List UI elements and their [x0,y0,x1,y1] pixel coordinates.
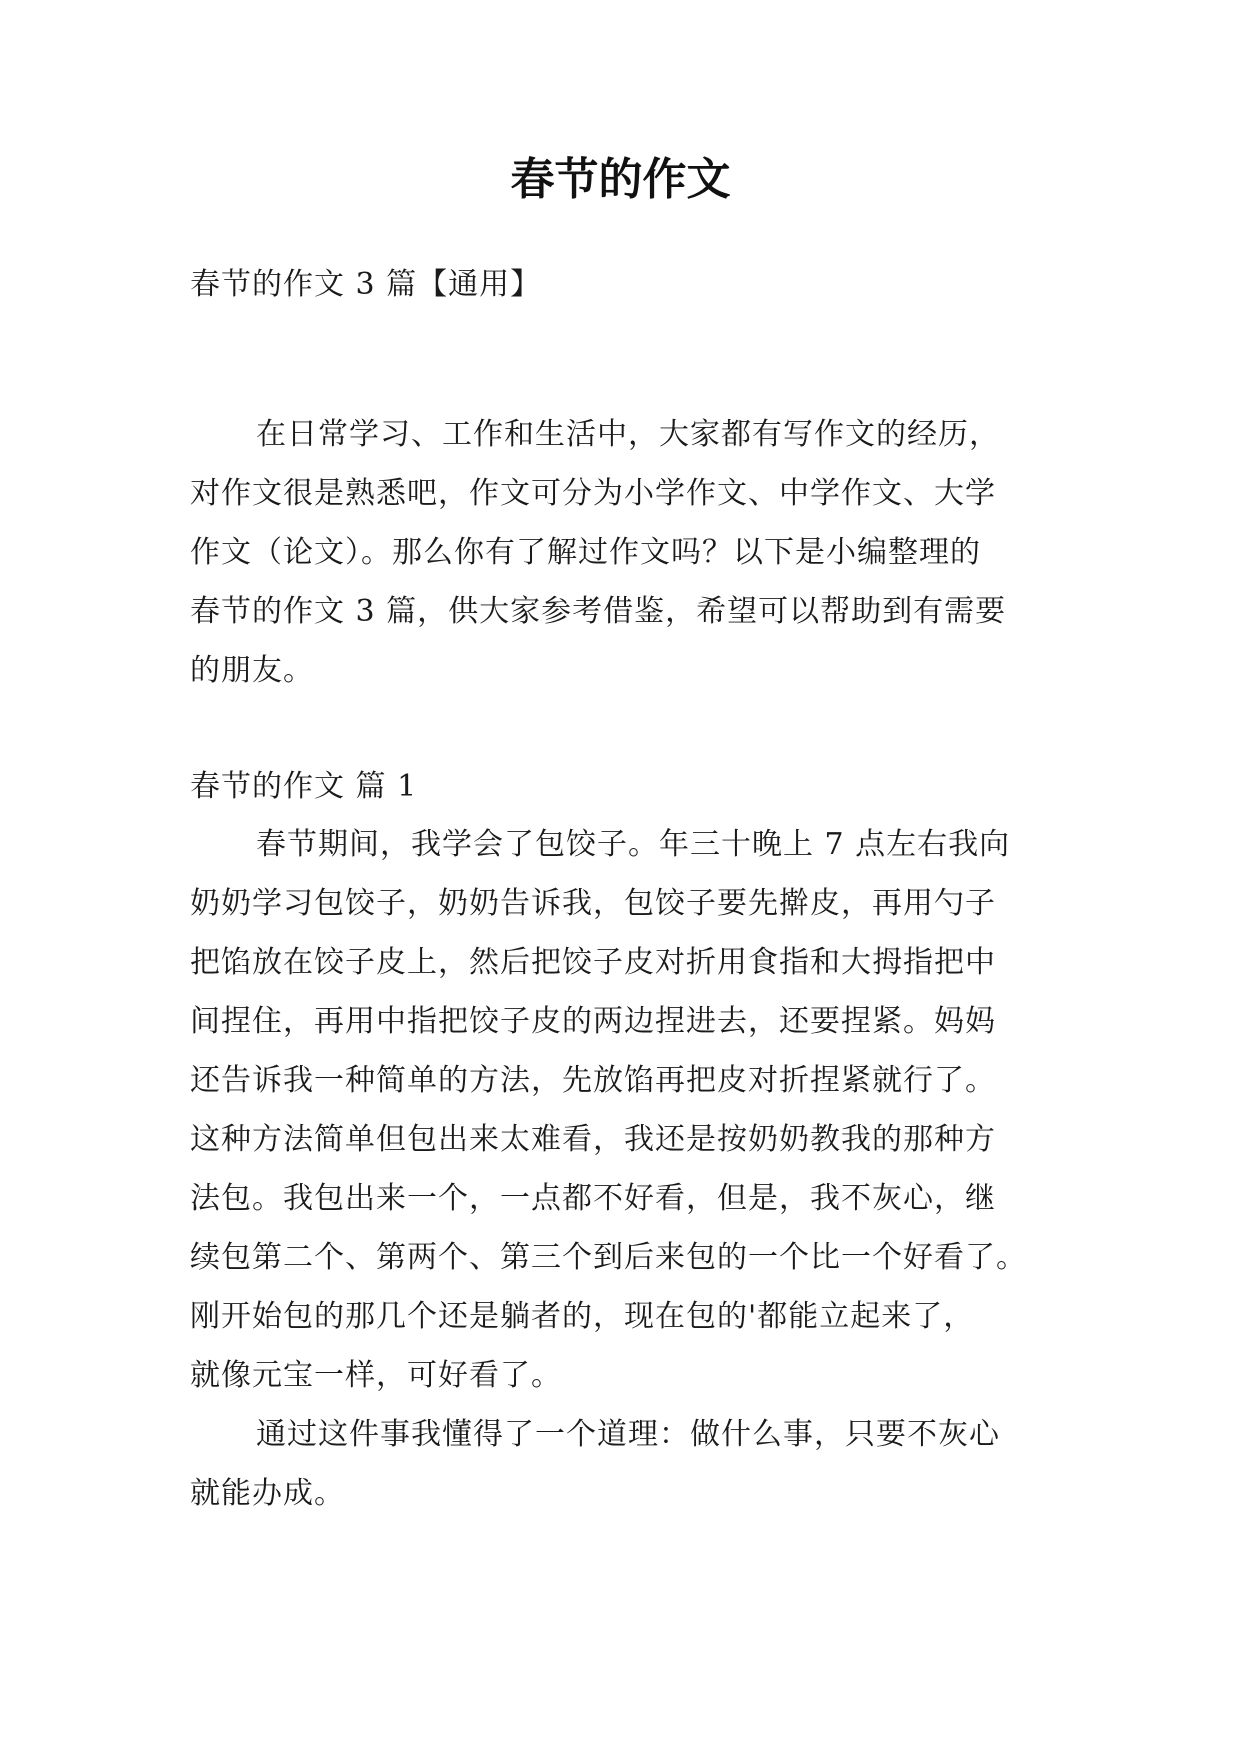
intro-line: 在日常学习、工作和生活中，大家都有写作文的经历， [256,417,1000,452]
section-heading: 春节的作文 篇 1 [190,769,418,804]
intro-line: 对作文很是熟悉吧，作文可分为小学作文、中学作文、大学 [190,476,996,511]
essay-line: 法包。我包出来一个，一点都不好看，但是，我不灰心，继 [190,1181,996,1216]
essay-body [190,815,1060,1523]
intro-line: 作文（论文）。那么你有了解过作文吗？以下是小编整理的 [190,535,981,570]
essay-paragraph-1 [190,815,1060,1405]
essay-paragraph-2 [190,1405,1060,1523]
intro-line: 的朋友。 [190,653,314,688]
essay-line: 奶奶学习包饺子，奶奶告诉我，包饺子要先擀皮，再用勺子 [190,886,996,921]
essay-line: 续包第二个、第两个、第三个到后来包的一个比一个好看了。 [190,1240,1027,1275]
essay-line: 间捏住，再用中指把饺子皮的两边捏进去，还要捏紧。妈妈 [190,1004,996,1039]
essay-line: 通过这件事我懂得了一个道理：做什么事，只要不灰心 [256,1417,1000,1452]
document-title: 春节的作文 [510,154,731,205]
essay-line: 刚开始包的那几个还是躺者的，现在包的'都能立起来了， [190,1299,975,1334]
essay-line: 这种方法简单但包出来太难看，我还是按奶奶教我的那种方 [190,1122,996,1157]
intro-line: 春节的作文 3 篇，供大家参考借鉴，希望可以帮助到有需要 [190,594,1007,629]
document-subtitle: 春节的作文 3 篇【通用】 [190,267,542,302]
essay-line: 就像元宝一样，可好看了。 [190,1358,562,1393]
intro-paragraph [190,405,1060,700]
essay-line: 把馅放在饺子皮上，然后把饺子皮对折用食指和大拇指把中 [190,945,996,980]
essay-line: 就能办成。 [190,1476,345,1511]
essay-line: 还告诉我一种简单的方法，先放馅再把皮对折捏紧就行了。 [190,1063,996,1098]
essay-line: 春节期间，我学会了包饺子。年三十晚上 7 点左右我向 [256,827,1011,862]
